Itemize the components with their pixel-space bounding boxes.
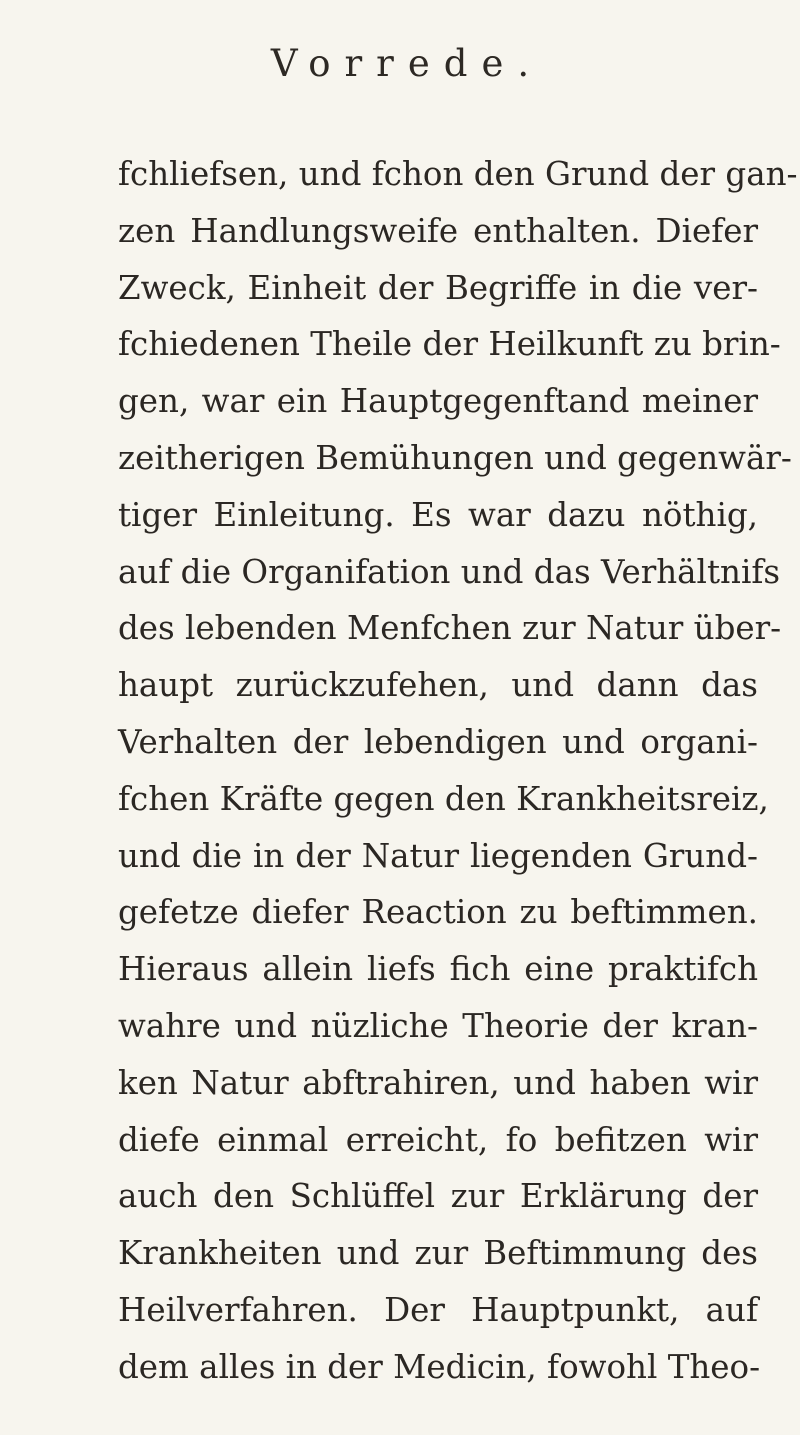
- text-line: Zweck, Einheit der Begriffe in die ver-: [118, 268, 758, 307]
- text-line: Verhalten der lebendigen und organi-: [118, 722, 758, 761]
- text-line: auf die Organifation und das Verhältnifs: [118, 552, 781, 591]
- text-line: und die in der Natur liegenden Grund-: [118, 836, 758, 875]
- text-line: gefetze diefer Reaction zu beftimmen.: [118, 893, 758, 932]
- text-line: fchiedenen Theile der Heilkunft zu brin-: [118, 325, 781, 364]
- body-text: [118, 146, 798, 1396]
- text-line: tiger Einleitung. Es war dazu nöthig,: [118, 495, 758, 534]
- text-line: zeitherigen Bemühungen und gegenwär-: [118, 438, 792, 477]
- text-line: haupt zurückzufehen, und dann das: [118, 666, 758, 705]
- text-line: dem alles in der Medicin, fowohl Theo-: [118, 1347, 761, 1386]
- page-header: Vorrede.: [270, 42, 544, 85]
- text-line: wahre und nüzliche Theorie der kran-: [118, 1006, 758, 1045]
- text-line: Hieraus allein liefs fich eine praktifch: [118, 950, 758, 989]
- text-line: fchliefsen, und fchon den Grund der gan-: [118, 155, 798, 193]
- text-line: Heilverfahren. Der Hauptpunkt, auf: [118, 1290, 758, 1329]
- text-line: ken Natur abftrahiren, und haben wir: [118, 1063, 758, 1102]
- text-line: des lebenden Menfchen zur Natur über-: [118, 609, 782, 648]
- text-line: auch den Schlüffel zur Erklärung der: [118, 1177, 758, 1216]
- text-line: Krankheiten und zur Beftimmung des: [118, 1234, 758, 1273]
- text-line: gen, war ein Hauptgegenftand meiner: [118, 382, 758, 421]
- text-line: diefe einmal erreicht, fo befitzen wir: [118, 1120, 758, 1159]
- text-line: fchen Kräfte gegen den Krankheitsreiz,: [118, 779, 769, 818]
- text-line: zen Handlungsweife enthalten. Diefer: [118, 211, 758, 250]
